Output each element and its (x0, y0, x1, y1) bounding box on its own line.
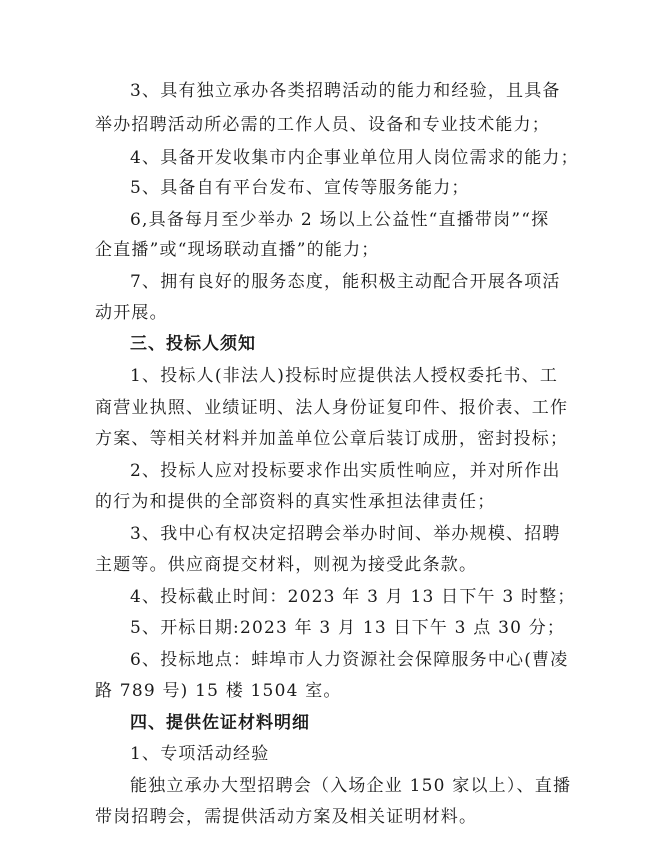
paragraph-line: 商营业执照、业绩证明、法人身份证复印件、报价表、工作 (95, 398, 569, 418)
paragraph-line: 1、投标人(非法人)投标时应提供法人授权委托书、工 (130, 366, 559, 386)
paragraph-line: 主题等。供应商提交材料，则视为接受此条款。 (95, 555, 478, 575)
paragraph-line: 企直播”或“现场联动直播”的能力； (95, 240, 380, 260)
paragraph-line: 3、我中心有权决定招聘会举办时间、举办规模、招聘 (130, 524, 561, 544)
paragraph-line: 4、投标截止时间：2023 年 3 月 13 日下午 3 时整； (130, 587, 576, 607)
paragraph-line: 路 789 号) 15 楼 1504 室。 (95, 681, 342, 701)
paragraph-line: 动开展。 (95, 303, 168, 323)
paragraph-line: 3、具有独立承办各类招聘活动的能力和经验，且具备 (130, 81, 561, 101)
paragraph-line: 4、具备开发收集市内企事业单位用人岗位需求的能力； (130, 148, 579, 168)
paragraph-line: 7、拥有良好的服务态度，能积极主动配合开展各项活 (130, 272, 561, 292)
paragraph-line: 2、投标人应对投标要求作出实质性响应，并对所作出 (130, 461, 561, 481)
paragraph-line: 举办招聘活动所必需的工作人员、设备和专业技术能力； (95, 115, 550, 135)
paragraph-line: 方案、等相关材料并加盖单位公章后装订成册，密封投标； (95, 429, 569, 449)
paragraph-line: 带岗招聘会，需提供活动方案及相关证明材料。 (95, 807, 478, 827)
section-heading: 三、投标人须知 (130, 334, 256, 354)
paragraph-line: 6、投标地点：蚌埠市人力资源社会保障服务中心(曹凌 (130, 650, 569, 670)
section-heading: 四、提供佐证材料明细 (130, 713, 310, 733)
paragraph-line: 1、专项活动经验 (130, 744, 270, 764)
paragraph-line: 6,具备每月至少举办 2 场以上公益性“直播带岗”“探 (130, 210, 550, 230)
paragraph-line: 的行为和提供的全部资料的真实性承担法律责任； (95, 492, 496, 512)
paragraph-line: 5、开标日期:2023 年 3 月 13 日下午 3 点 30 分； (130, 618, 566, 638)
paragraph-line: 5、具备自有平台发布、宣传等服务能力； (130, 178, 470, 198)
paragraph-line: 能独立承办大型招聘会（入场企业 150 家以上）、直播 (130, 776, 572, 796)
